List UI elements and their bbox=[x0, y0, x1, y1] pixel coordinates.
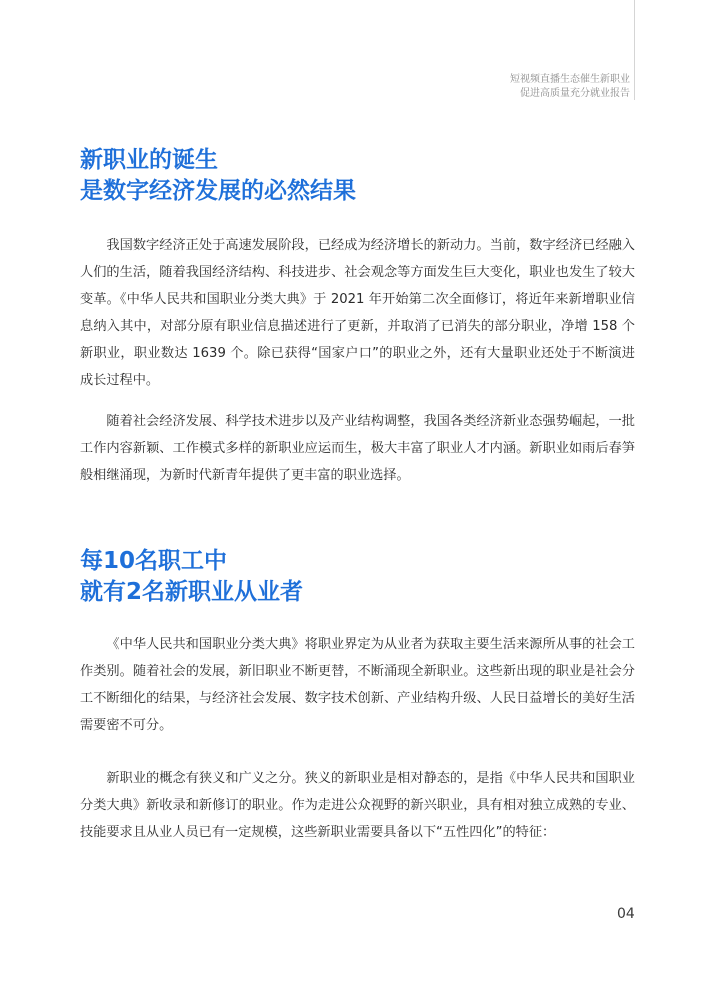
section-2-paragraph-2: 新职业的概念有狭义和广义之分。狭义的新职业是相对静态的，是指《中华人民共和国职业分类大典》新收录和新修订的职业。作为走进公众视野的新兴职业，具有相对独立成熟的专业、技能要求且从业人员已有一定规模，这些新职业需要具备以下“五性四化”的特征： bbox=[80, 771, 635, 840]
page-number: 04 bbox=[617, 906, 635, 922]
section-2-title-line-1: 每10名职工中 bbox=[80, 548, 228, 574]
section-1-title-line-1: 新职业的诞生 bbox=[80, 147, 218, 173]
running-header bbox=[510, 73, 630, 101]
section-1-paragraph-1: 我国数字经济正处于高速发展阶段，已经成为经济增长的新动力。当前，数字经济已经融入人们的生活，随着我国经济结构、科技进步、社会观念等方面发生巨大变化，职业也发生了较大变革。《中华人民共和国职业分类大典》于 2021 年开始第二次全面修订，将近年来新增职业信息纳入其中，对部分原有职业信息描述进行了更新，并取消了已消失的部分职业，净增 158 个新职业，职业数达 1639 个。除已获得“国家户口”的职业之外，还有大量职业还处于不断演进成长过程中。 bbox=[80, 238, 635, 388]
section-1-title bbox=[80, 145, 356, 207]
section-2-paragraph-1: 《中华人民共和国职业分类大典》将职业界定为从业者为获取主要生活来源所从事的社会工作类别。随着社会的发展，新旧职业不断更替，不断涌现全新职业。这些新出现的职业是社会分工不断细化的结果，与经济社会发展、数字技术创新、产业结构升级、人民日益增长的美好生活需要密不可分。 bbox=[80, 637, 635, 733]
section-2-title-line-2: 就有2名新职业从业者 bbox=[80, 579, 304, 605]
section-2-title bbox=[80, 546, 303, 608]
header-divider-line bbox=[634, 0, 635, 100]
section-1-title-line-2: 是数字经济发展的必然结果 bbox=[80, 178, 356, 204]
section-1-paragraph-2: 随着社会经济发展、科学技术进步以及产业结构调整，我国各类经济新业态强势崛起，一批工作内容新颖、工作模式多样的新职业应运而生，极大丰富了职业人才内涵。新职业如雨后春笋般相继涌现，为新时代新青年提供了更丰富的职业选择。 bbox=[80, 414, 635, 483]
header-line-2: 促进高质量充分就业报告 bbox=[520, 88, 630, 99]
header-line-1: 短视频直播生态催生新职业 bbox=[510, 74, 630, 85]
